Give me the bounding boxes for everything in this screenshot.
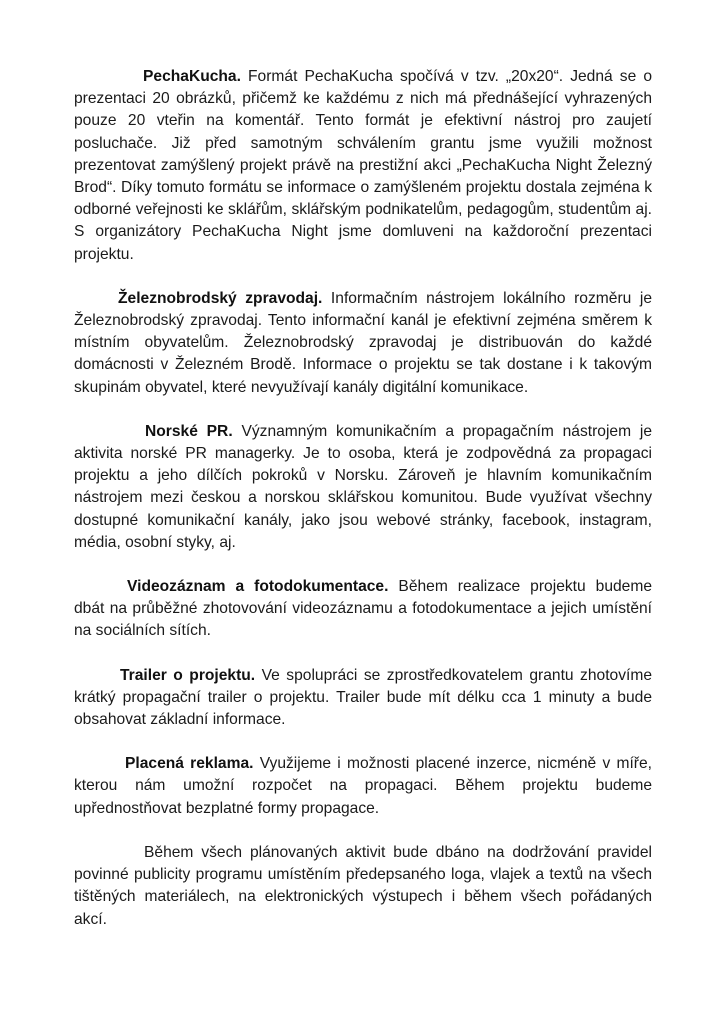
paragraph-body: Informačním nástrojem lokálního rozměru je Železnobrodský zpravodaj. Tento informační kanál je efektivní zejména směrem k místním obyvatelům. Železnobrodský zpravodaj je distribuován do každé domácnosti v Železném Brodě. Informace o projektu se tak dostane i k takovým skupinám obyvatel, které nevyužívají kanály digitální komunikace. <box>74 289 652 396</box>
paragraph-body: Ve spolupráci se zprostředkovatelem grantu zhotovíme krátký propagační trailer o projektu. Trailer bude mít délku cca 1 minuty a bude obsahovat základní informace. <box>74 666 652 729</box>
document-page <box>74 66 652 953</box>
paragraph-heading: Železnobrodský zpravodaj. <box>118 289 323 307</box>
paragraph-zpravodaj <box>74 288 652 399</box>
paragraph-pechakucha <box>74 66 652 266</box>
paragraph-body: Během realizace projektu budeme dbát na průběžné zhotovování videozáznamu a fotodokumentace a jejich umístění na sociálních sítích. <box>74 578 652 640</box>
paragraph-heading: Norské PR. <box>145 422 233 440</box>
paragraph-heading: PechaKucha. <box>143 68 241 85</box>
paragraph-body: Využijeme i možnosti placené inzerce, nicméně v míře, kterou nám umožní rozpočet na propagaci. Během projektu budeme upřednostňovat bezplatné formy propagace. <box>74 755 652 817</box>
paragraph-body: Formát PechaKucha spočívá v tzv. „20x20“. Jedná se o prezentaci 20 obrázků, přičemž ke každému z nich má přednášející vyhrazených pouze 20 vteřin na komentář. Tento formát je efektivní nástroj pro zaujetí posluchače. Již před samotným schválením grantu jsme využili možnost prezentovat zamýšlený projekt právě na prestižní akci „PechaKucha Night Železný Brod“. Díky tomuto formátu se informace o zamýšleném projektu dostala zejména k odborné veřejnosti ke sklářům, sklářským podnikatelům, pedagogům, studentům aj. S organizátory PechaKucha Night jsme domluveni na každoroční prezentaci projektu. <box>74 68 652 263</box>
paragraph-body: Významným komunikačním a propagačním nástrojem je aktivita norské PR managerky. Je to osoba, která je zodpovědná za propagaci projektu a jeho dílčích pokroků v Norsku. Zároveň je hlavním komunikačním nástrojem mezi českou a norskou sklářskou komunitou. Bude využívat všechny dostupné komunikační kanály, jako jsou webové stránky, facebook, instagram, média, osobní styky, aj. <box>74 422 652 551</box>
paragraph-heading: Placená reklama. <box>125 755 254 773</box>
closing-paragraph: Během všech plánovaných aktivit bude dbáno na dodržování pravidel povinné publicity programu umístěním předepsaného loga, vlajek a textů na všech tištěných materiálech, na elektronických výstupech i během všech pořádaných akcí. <box>74 843 652 928</box>
paragraph-heading: Videozáznam a fotodokumentace. <box>127 578 389 596</box>
paragraph-trailer <box>74 665 652 732</box>
paragraph-heading: Trailer o projektu. <box>120 666 256 684</box>
paragraph-placena-reklama <box>74 753 652 820</box>
paragraph-videozaznam <box>74 576 652 643</box>
paragraph-norske-pr <box>74 421 652 554</box>
